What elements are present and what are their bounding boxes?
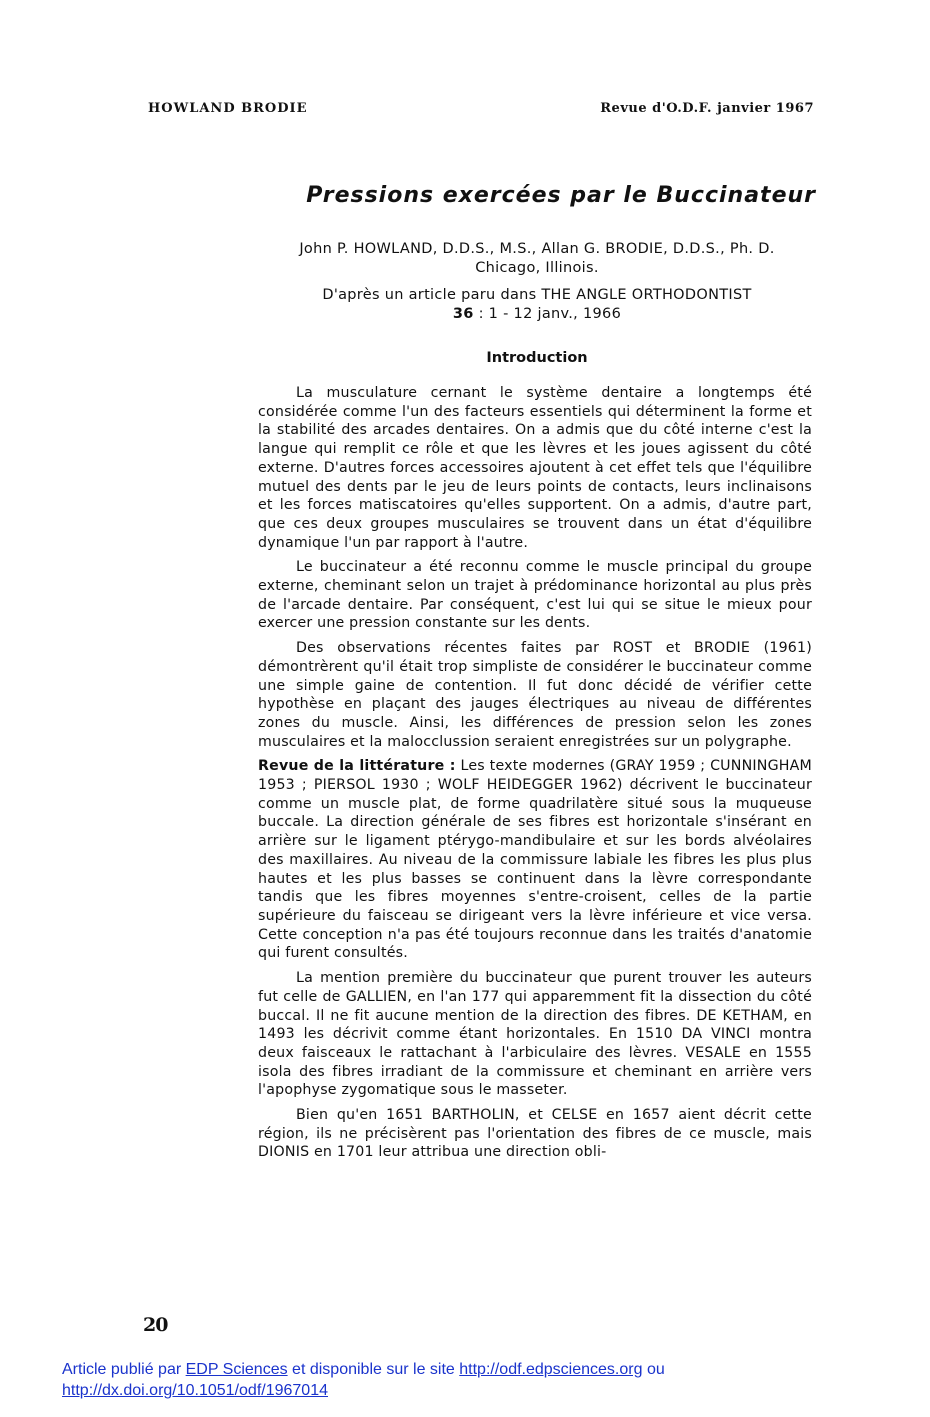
authors-affiliation: Chicago, Illinois. bbox=[475, 260, 599, 276]
authors-names: John P. HOWLAND, D.D.S., M.S., Allan G. BRODIE, D.D.S., Ph. D. bbox=[299, 241, 775, 257]
source-pages-date: : 1 - 12 janv., 1966 bbox=[473, 306, 622, 322]
section-heading: Introduction bbox=[486, 350, 588, 366]
body-paragraph: La musculature cernant le système dentaire a longtemps été considérée comme l'un des facteurs essentiels qui déterminent la forme et la stabilité des arcades dentaires. On a admis que du côté interne c'est la langue qui remplit ce rôle et que les lèvres et les joues agissent du côté externe. D'autres forces accessoires ajoutent à cet effet tels que l'équilibre mutuel des dents par le jeu de leurs points de contacts, leurs inclinaisons et les forces matiscatoires qu'elles supportent. On a admis, d'autre part, que ces deux groupes musculaires se trouvent dans un état d'équilibre dynamique l'un par rapport à l'autre. bbox=[258, 385, 812, 551]
body-paragraph-literature-review bbox=[258, 757, 812, 963]
article-body bbox=[258, 384, 812, 1168]
page-number: 20 bbox=[143, 1314, 168, 1336]
source-journal: D'après un article paru dans THE ANGLE ORTHODONTIST bbox=[322, 287, 752, 303]
body-paragraph: La mention première du buccinateur que purent trouver les auteurs fut celle de GALLIEN, en l'an 177 qui apparemment fit la dissection du côté buccal. Il ne fit aucune mention de la direction des fibres. DE KETHAM, en 1493 les décrivit comme étant horizontales. En 1510 DA VINCI montra deux faisceaux le rattachant à l'arbiculaire des lèvres. VESALE en 1555 isola des fibres irradiant de la commissure et cheminant en arrière vers l'apophyse zygomatique sous le masseter. bbox=[258, 970, 812, 1099]
literature-review-heading: Revue de la littérature : bbox=[258, 758, 456, 775]
source-volume: 36 bbox=[452, 306, 474, 322]
authors-block bbox=[258, 240, 816, 278]
source-reference bbox=[258, 305, 816, 324]
source-citation bbox=[258, 286, 816, 324]
footer-text: et disponible sur le site bbox=[287, 1361, 460, 1378]
body-paragraph: Des observations récentes faites par ROST et BRODIE (1961) démontrèrent qu'il était trop simpliste de considérer le buccinateur comme une simple gaine de contention. Il fut donc décidé de vérifier cette hypothèse en plaçant des jauges électriques au niveau de différentes zones du muscle. Ainsi, les différences de pression selon les zones musculaires et la malocclussion seraient enregistrées sur un polygraphe. bbox=[258, 640, 812, 750]
running-header-journal: Revue d'O.D.F. janvier 1967 bbox=[600, 101, 814, 116]
running-header-authors: HOWLAND BRODIE bbox=[148, 101, 308, 116]
doi-link[interactable]: http://dx.doi.org/10.1051/odf/1967014 bbox=[62, 1382, 328, 1399]
body-paragraph: Bien qu'en 1651 BARTHOLIN, et CELSE en 1657 aient décrit cette région, ils ne précisèrent pas l'orientation des fibres de ce muscle, mais DIONIS en 1701 leur attribua une direction obli- bbox=[258, 1107, 812, 1161]
edp-sciences-link[interactable]: EDP Sciences bbox=[185, 1361, 288, 1378]
article-title: Pressions exercées par le Buccinateur bbox=[306, 183, 816, 208]
footer-text: Article publié par bbox=[62, 1361, 186, 1378]
footer-text: ou bbox=[642, 1361, 665, 1378]
journal-site-link[interactable]: http://odf.edpsciences.org bbox=[459, 1361, 643, 1378]
publisher-footer bbox=[62, 1359, 862, 1401]
body-paragraph: Le buccinateur a été reconnu comme le muscle principal du groupe externe, cheminant selon un trajet à prédominance horizontal au plus près de l'arcade dentaire. Par conséquent, c'est lui qui se situe le mieux pour exercer une pression constante sur les dents. bbox=[258, 559, 812, 632]
literature-review-text: Les texte modernes (GRAY 1959 ; CUNNINGHAM 1953 ; PIERSOL 1930 ; WOLF HEIDEGGER 1962) décrivent le buccinateur comme un muscle plat, de forme quadrilatère situé sous la muqueuse buccale. La direction générale de ses fibres est horizontale s'insérant en arrière sur le ligament ptérygo-mandibulaire et sur les bords alvéolaires des maxillaires. Au niveau de la commissure labiale les fibres les plus plus hautes et les plus basses se continuent dans la lèvre correspondante tandis que les fibres moyennes s'entre-croisent, celles de la partie supérieure du faisceau se dirigeant vers la lèvre inférieure et vice versa. Cette conception n'a pas été toujours reconnue dans les traités d'anatomie qui furent consultés. bbox=[258, 758, 812, 962]
